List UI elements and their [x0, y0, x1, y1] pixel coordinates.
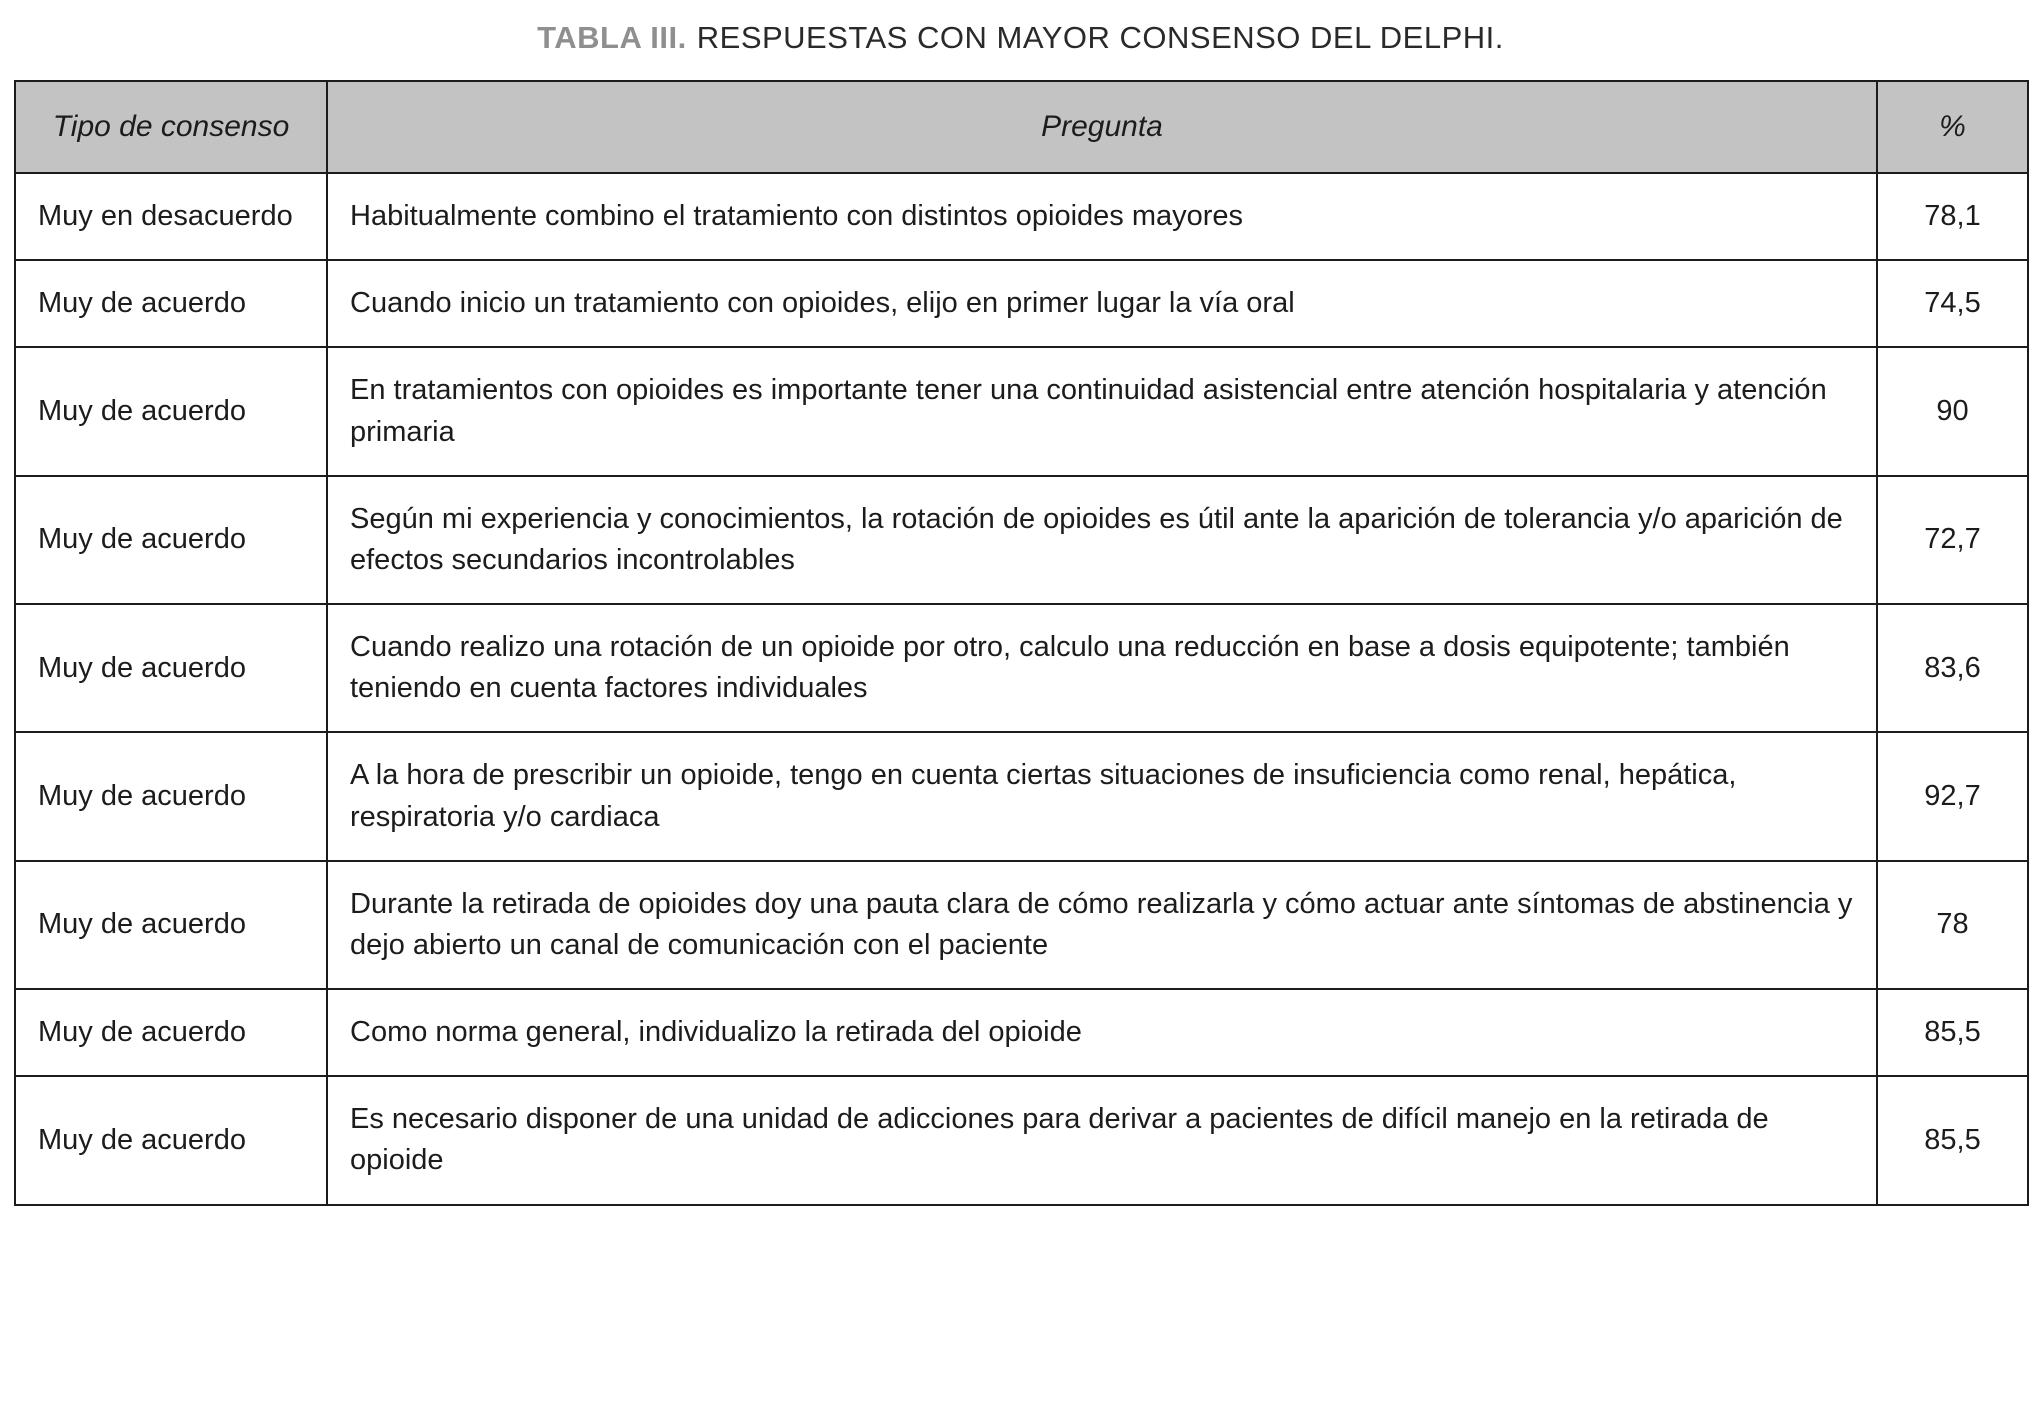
cell-pregunta: Según mi experiencia y conocimientos, la rotación de opioides es útil ante la aparición de tolerancia y/o aparición de efectos secundarios incontrolables	[327, 476, 1877, 604]
cell-consenso: Muy de acuerdo	[15, 347, 327, 475]
header-percent: %	[1877, 81, 2028, 173]
header-pregunta: Pregunta	[327, 81, 1877, 173]
cell-consenso: Muy en desacuerdo	[15, 173, 327, 260]
table-row	[15, 1076, 2028, 1204]
cell-consenso: Muy de acuerdo	[15, 1076, 327, 1204]
cell-consenso: Muy de acuerdo	[15, 476, 327, 604]
table-row	[15, 347, 2028, 475]
cell-percent: 74,5	[1877, 260, 2028, 347]
cell-pregunta: Cuando inicio un tratamiento con opioides, elijo en primer lugar la vía oral	[327, 260, 1877, 347]
table-row	[15, 732, 2028, 860]
cell-pregunta: En tratamientos con opioides es importante tener una continuidad asistencial entre atención hospitalaria y atención primaria	[327, 347, 1877, 475]
cell-pregunta: Como norma general, individualizo la retirada del opioide	[327, 989, 1877, 1076]
table-row	[15, 476, 2028, 604]
cell-consenso: Muy de acuerdo	[15, 732, 327, 860]
table-row	[15, 260, 2028, 347]
table-caption-label: TABLA III.	[537, 20, 687, 55]
cell-percent: 85,5	[1877, 1076, 2028, 1204]
table-row	[15, 604, 2028, 732]
header-tipo-de-consenso: Tipo de consenso	[15, 81, 327, 173]
cell-percent: 78,1	[1877, 173, 2028, 260]
cell-consenso: Muy de acuerdo	[15, 260, 327, 347]
table-header-row	[15, 81, 2028, 173]
cell-percent: 92,7	[1877, 732, 2028, 860]
cell-consenso: Muy de acuerdo	[15, 989, 327, 1076]
cell-consenso: Muy de acuerdo	[15, 604, 327, 732]
consensus-table	[14, 80, 2029, 1206]
cell-pregunta: A la hora de prescribir un opioide, tengo en cuenta ciertas situaciones de insuficiencia como renal, hepática, respiratoria y/o cardiaca	[327, 732, 1877, 860]
cell-consenso: Muy de acuerdo	[15, 861, 327, 989]
cell-percent: 72,7	[1877, 476, 2028, 604]
cell-percent: 90	[1877, 347, 2028, 475]
table-caption	[0, 0, 2041, 56]
cell-percent: 85,5	[1877, 989, 2028, 1076]
table-caption-text: RESPUESTAS CON MAYOR CONSENSO DEL DELPHI.	[696, 20, 1504, 55]
cell-pregunta: Es necesario disponer de una unidad de adicciones para derivar a pacientes de difícil manejo en la retirada de opioide	[327, 1076, 1877, 1204]
cell-pregunta: Durante la retirada de opioides doy una pauta clara de cómo realizarla y cómo actuar ante síntomas de abstinencia y dejo abierto un canal de comunicación con el paciente	[327, 861, 1877, 989]
table-row	[15, 861, 2028, 989]
cell-pregunta: Cuando realizo una rotación de un opioide por otro, calculo una reducción en base a dosis equipotente; también teniendo en cuenta factores individuales	[327, 604, 1877, 732]
cell-pregunta: Habitualmente combino el tratamiento con distintos opioides mayores	[327, 173, 1877, 260]
table-row	[15, 173, 2028, 260]
cell-percent: 83,6	[1877, 604, 2028, 732]
table-row	[15, 989, 2028, 1076]
cell-percent: 78	[1877, 861, 2028, 989]
